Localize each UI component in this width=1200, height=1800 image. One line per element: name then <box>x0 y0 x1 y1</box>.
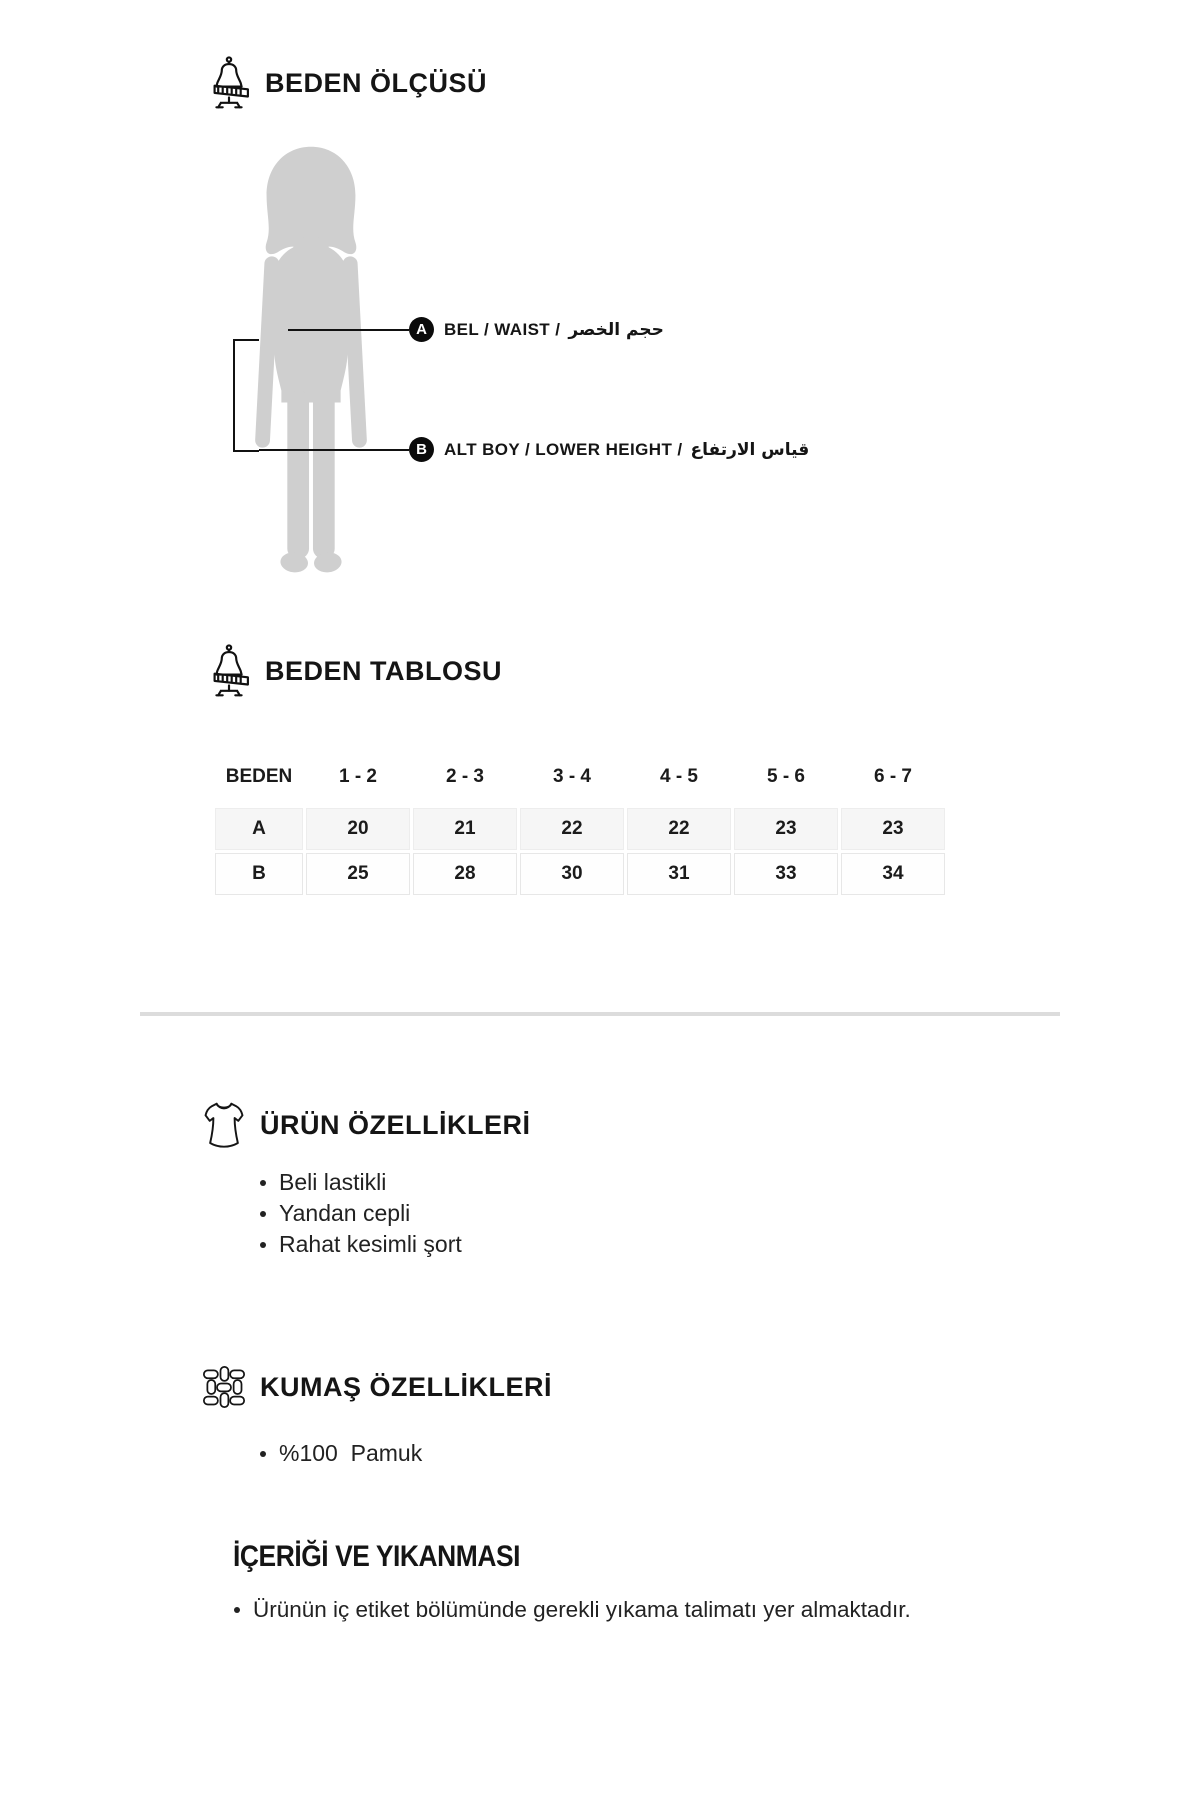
size-table <box>215 756 927 895</box>
bullet-dot <box>260 1451 266 1457</box>
table-cell: 22 <box>627 808 731 850</box>
table-cell: 25 <box>306 853 410 895</box>
section-divider <box>140 1012 1060 1016</box>
col-header: BEDEN <box>225 766 293 787</box>
bullet-dot <box>260 1242 266 1248</box>
callout-a-text: BEL / WAIST / <box>444 319 561 339</box>
table-cell: 22 <box>520 808 624 850</box>
table-cell: 33 <box>734 853 838 895</box>
col-header: 3 - 4 <box>552 766 592 787</box>
table-cell: 20 <box>306 808 410 850</box>
table-row <box>215 808 927 850</box>
callout-a-arabic-text: حجم الخصر <box>568 319 664 340</box>
badge-a-letter: A <box>416 321 427 338</box>
size-table-heading-label: BEDEN TABLOSU <box>265 655 503 686</box>
measurement-bracket <box>233 339 259 452</box>
size-table-header-row <box>215 756 927 798</box>
size-measure-heading <box>205 56 487 110</box>
row-label: B <box>215 853 303 895</box>
col-header: 5 - 6 <box>766 766 806 787</box>
table-row <box>215 853 927 895</box>
table-cell: 28 <box>413 853 517 895</box>
row-label: A <box>215 808 303 850</box>
callout-line-b <box>259 449 409 451</box>
callout-label-a <box>444 317 664 342</box>
col-header: 2 - 3 <box>445 766 485 787</box>
fabric-features-heading <box>200 1360 552 1414</box>
fabric-features-list <box>260 1438 422 1469</box>
col-header: 1 - 2 <box>338 766 378 787</box>
size-measure-heading-label: BEDEN ÖLÇÜSÜ <box>265 67 488 98</box>
col-header: 6 - 7 <box>873 766 913 787</box>
list-item: %100 Pamuk <box>260 1438 422 1469</box>
table-cell: 30 <box>520 853 624 895</box>
fabric-weave-icon <box>200 1360 248 1414</box>
fabric-features-heading-label: KUMAŞ ÖZELLİKLERİ <box>260 1371 552 1402</box>
table-cell: 34 <box>841 853 945 895</box>
measure-point-b-badge <box>409 437 434 462</box>
mannequin-icon <box>205 644 253 698</box>
callout-b-text: ALT BOY / LOWER HEIGHT / <box>444 439 683 459</box>
bullet-dot <box>260 1180 266 1186</box>
table-cell: 23 <box>734 808 838 850</box>
mannequin-icon <box>205 56 253 110</box>
table-cell: 21 <box>413 808 517 850</box>
bullet-dot <box>260 1211 266 1217</box>
callout-line-a <box>288 329 409 331</box>
list-item: Ürünün iç etiket bölümünde gerekli yıkama talimatı yer almaktadır. <box>234 1594 911 1626</box>
callout-label-b <box>444 437 809 462</box>
list-item: Yandan cepli <box>260 1198 462 1229</box>
list-item: Rahat kesimli şort <box>260 1229 462 1260</box>
size-table-heading <box>205 644 502 698</box>
list-item: Beli lastikli <box>260 1167 462 1198</box>
col-header: 4 - 5 <box>659 766 699 787</box>
callout-b-arabic-text: قياس الارتفاع <box>690 439 810 460</box>
table-cell: 31 <box>627 853 731 895</box>
product-features-list <box>260 1167 462 1260</box>
bullet-dot <box>234 1607 240 1613</box>
badge-b-letter: B <box>416 441 427 458</box>
care-heading: İÇERİĞİ VE YIKANMASI <box>233 1540 521 1573</box>
product-features-heading-label: ÜRÜN ÖZELLİKLERİ <box>260 1109 531 1140</box>
tshirt-icon <box>200 1098 248 1152</box>
measure-point-a-badge <box>409 317 434 342</box>
product-features-heading <box>200 1098 531 1152</box>
care-list <box>234 1594 911 1626</box>
table-cell: 23 <box>841 808 945 850</box>
